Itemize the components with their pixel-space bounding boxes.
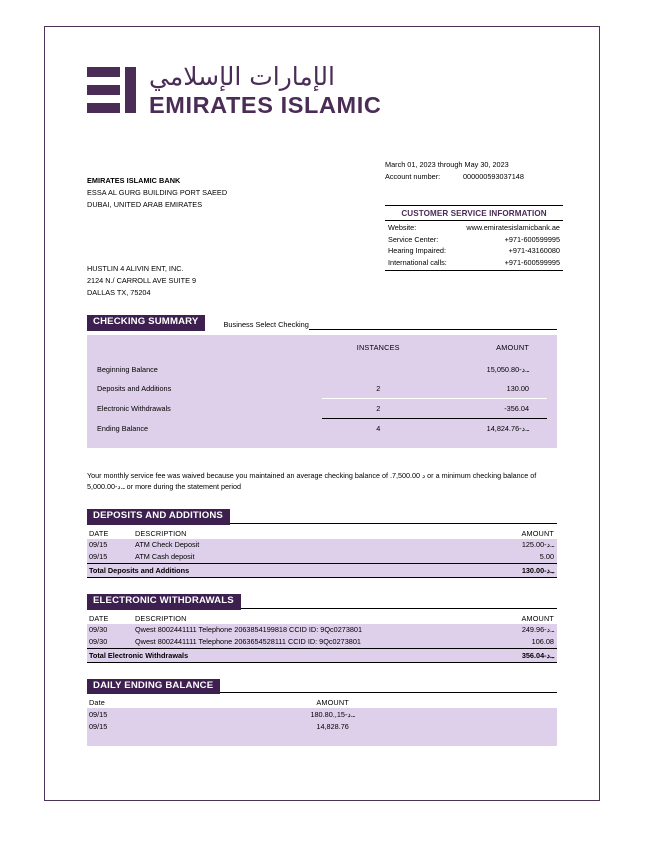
table-header-row [87,528,557,539]
table-header-row [87,613,557,624]
customer-service-row-website [385,222,563,234]
withdrawals-total-amount: ـ.د-356.04 [500,648,557,662]
table-row [87,624,557,636]
brand-name-arabic: الإمارات الإسلامي [149,62,335,91]
daily-balance-row-0-amount: ـ.د-15,.180.80 [310,709,355,719]
deposits-row-0-description: ATM Check Deposit [135,540,200,550]
summary-row-2-instances: 2 [322,398,435,418]
table-row [97,379,547,399]
customer-service-title: CUSTOMER SERVICE INFORMATION [385,208,563,221]
table-row [87,551,557,564]
bank-address [87,175,227,210]
daily-balance-amount-header: AMOUNT [135,697,530,708]
service-fee-note: Your monthly service fee was waived because you maintained an average checking balance of .د 7,500.00 or a minimum checking balance of ـ.د-5,000.00 or more during the statement period [87,470,537,492]
checking-summary-table [97,343,547,438]
table-row [97,360,547,379]
account-number-row [385,171,563,183]
summary-row-0-instances [322,360,435,379]
hearing-impaired-label: Hearing Impaired: [388,246,446,256]
withdrawals-date-header: DATE [87,613,135,624]
statement-page [44,26,600,801]
checking-summary-divider [309,329,557,331]
withdrawals-row-0-amount: ـ.د-249.96 [521,625,554,635]
withdrawals-title: ELECTRONIC WITHDRAWALS [87,594,241,610]
customer-service-row-service-center [385,234,563,246]
bank-logo [87,63,557,137]
summary-row-1-label: Deposits and Additions [97,384,172,394]
withdrawals-amount-header: AMOUNT [500,613,557,624]
bank-address-line-2: ESSA AL GURG BUILDING PORT SAEED [87,187,228,197]
daily-balance-row-1-spacer [530,720,557,732]
customer-service-row-international-calls [385,257,563,269]
withdrawals-row-1-description: Qwest 8002441111 Telephone 2063654528111 CCID ID: 9Qc0273801 [135,636,500,649]
emirates-islamic-logo-icon [87,65,139,117]
summary-amount-header: AMOUNT [496,342,529,352]
checking-summary-panel [87,335,557,448]
summary-row-1-instances: 2 [322,379,435,399]
summary-row-2-amount: -356.04 [435,398,548,418]
statement-body [87,62,560,746]
daily-balance-date-header: Date [87,697,135,708]
account-number-label: Account number: [385,171,441,181]
summary-row-3-instances: 4 [376,423,381,433]
website-value: www.emiratesislamicbank.ae [466,223,560,232]
customer-service-row-hearing-impaired [385,245,563,257]
customer-address-line-2: 2124 N./ CARROLL AVE SUITE 9 [87,275,197,285]
withdrawals-row-1-amount: 106.08 [500,636,557,649]
deposits-description-header: DESCRIPTION [135,528,407,539]
bank-address-line-3: DUBAI, UNITED ARAB EMIRATES [87,199,203,209]
table-row [87,636,557,649]
withdrawals-total-label: Total Electronic Withdrawals [87,648,500,662]
daily-balance-row-1-amount: 14,828.76 [316,721,349,731]
statement-header-block [87,159,560,299]
summary-row-0-amount: ـ.د-15,050.80 [486,364,529,374]
deposits-total-label: Total Deposits and Additions [87,563,407,577]
table-row [87,539,557,551]
withdrawals-total-row [87,648,557,662]
daily-balance-spacer-header [530,697,557,708]
summary-row-3-amount: ـ.د-14,824.76 [486,423,529,433]
deposits-amount-header: AMOUNT [407,528,557,539]
deposits-row-1-date: 09/15 [87,551,135,564]
deposits-table [87,528,557,578]
international-calls-label: International calls: [388,257,447,267]
table-header-row [97,343,547,360]
withdrawals-divider [241,607,557,609]
deposits-header [87,509,557,525]
table-row [97,398,547,418]
service-center-value: +971-600599995 [504,234,560,244]
withdrawals-row-0-description: Qwest 8002441111 Telephone 2063854199818 CCID ID: 9Qc0273801 [135,625,363,635]
daily-balance-row-0-spacer [530,708,557,720]
customer-address [87,263,196,298]
withdrawals-row-0-date: 09/30 [89,625,108,635]
deposits-row-1-amount: 5.00 [407,551,557,564]
hearing-impaired-value: +971-43160080 [508,246,560,256]
statement-period: March 01, 2023 through May 30, 2023 [385,160,509,169]
withdrawals-header [87,594,557,610]
customer-service-box [385,205,563,271]
checking-summary-title: CHECKING SUMMARY [87,315,205,331]
summary-row-0-label: Beginning Balance [97,364,158,374]
deposits-total-amount: ـ.د-130.00 [407,563,557,577]
summary-row-3-label: Ending Balance [97,423,149,433]
table-row [97,418,547,438]
customer-address-line-1: HUSTLIN 4 ALIVIN ENT, INC. [87,264,184,273]
daily-balance-divider [220,691,557,693]
bank-address-line-1: EMIRATES ISLAMIC BANK [87,176,181,185]
deposits-total-row [87,563,557,577]
daily-balance-row-1-date: 09/15 [89,721,108,731]
daily-balance-panel-tail [87,732,557,746]
daily-balance-table [87,697,557,732]
daily-balance-row-0-date: 09/15 [89,709,108,719]
deposits-divider [230,522,557,524]
withdrawals-row-1-date: 09/30 [87,636,135,649]
statement-period-block [385,159,563,183]
brand-name-latin: EMIRATES ISLAMIC [149,91,382,118]
deposits-row-0-date: 09/15 [89,540,108,550]
daily-balance-title: DAILY ENDING BALANCE [87,679,220,695]
checking-summary-subtitle: Business Select Checking [223,319,309,329]
summary-row-2-label: Electronic Withdrawals [97,404,171,414]
deposits-title: DEPOSITS AND ADDITIONS [87,509,230,525]
customer-address-line-3: DALLAS TX, 75204 [87,287,151,297]
checking-summary-header [87,315,557,331]
table-row [87,708,557,720]
withdrawals-description-header: DESCRIPTION [135,613,500,624]
summary-instances-header: INSTANCES [356,342,400,352]
international-calls-value: +971-600599995 [504,257,560,267]
table-row [87,720,557,732]
summary-blank-header [97,343,322,360]
daily-balance-header [87,679,557,695]
service-center-label: Service Center: [388,234,439,244]
summary-row-1-amount: 130.00 [435,379,548,399]
deposits-date-header: DATE [87,528,135,539]
website-label: Website: [388,223,417,232]
account-number-value: 000000593037148 [463,171,524,181]
deposits-row-0-amount: ـ.د-125.00 [521,540,554,550]
table-header-row [87,697,557,708]
deposits-row-1-description: ATM Cash deposit [135,551,407,564]
withdrawals-table [87,613,557,663]
